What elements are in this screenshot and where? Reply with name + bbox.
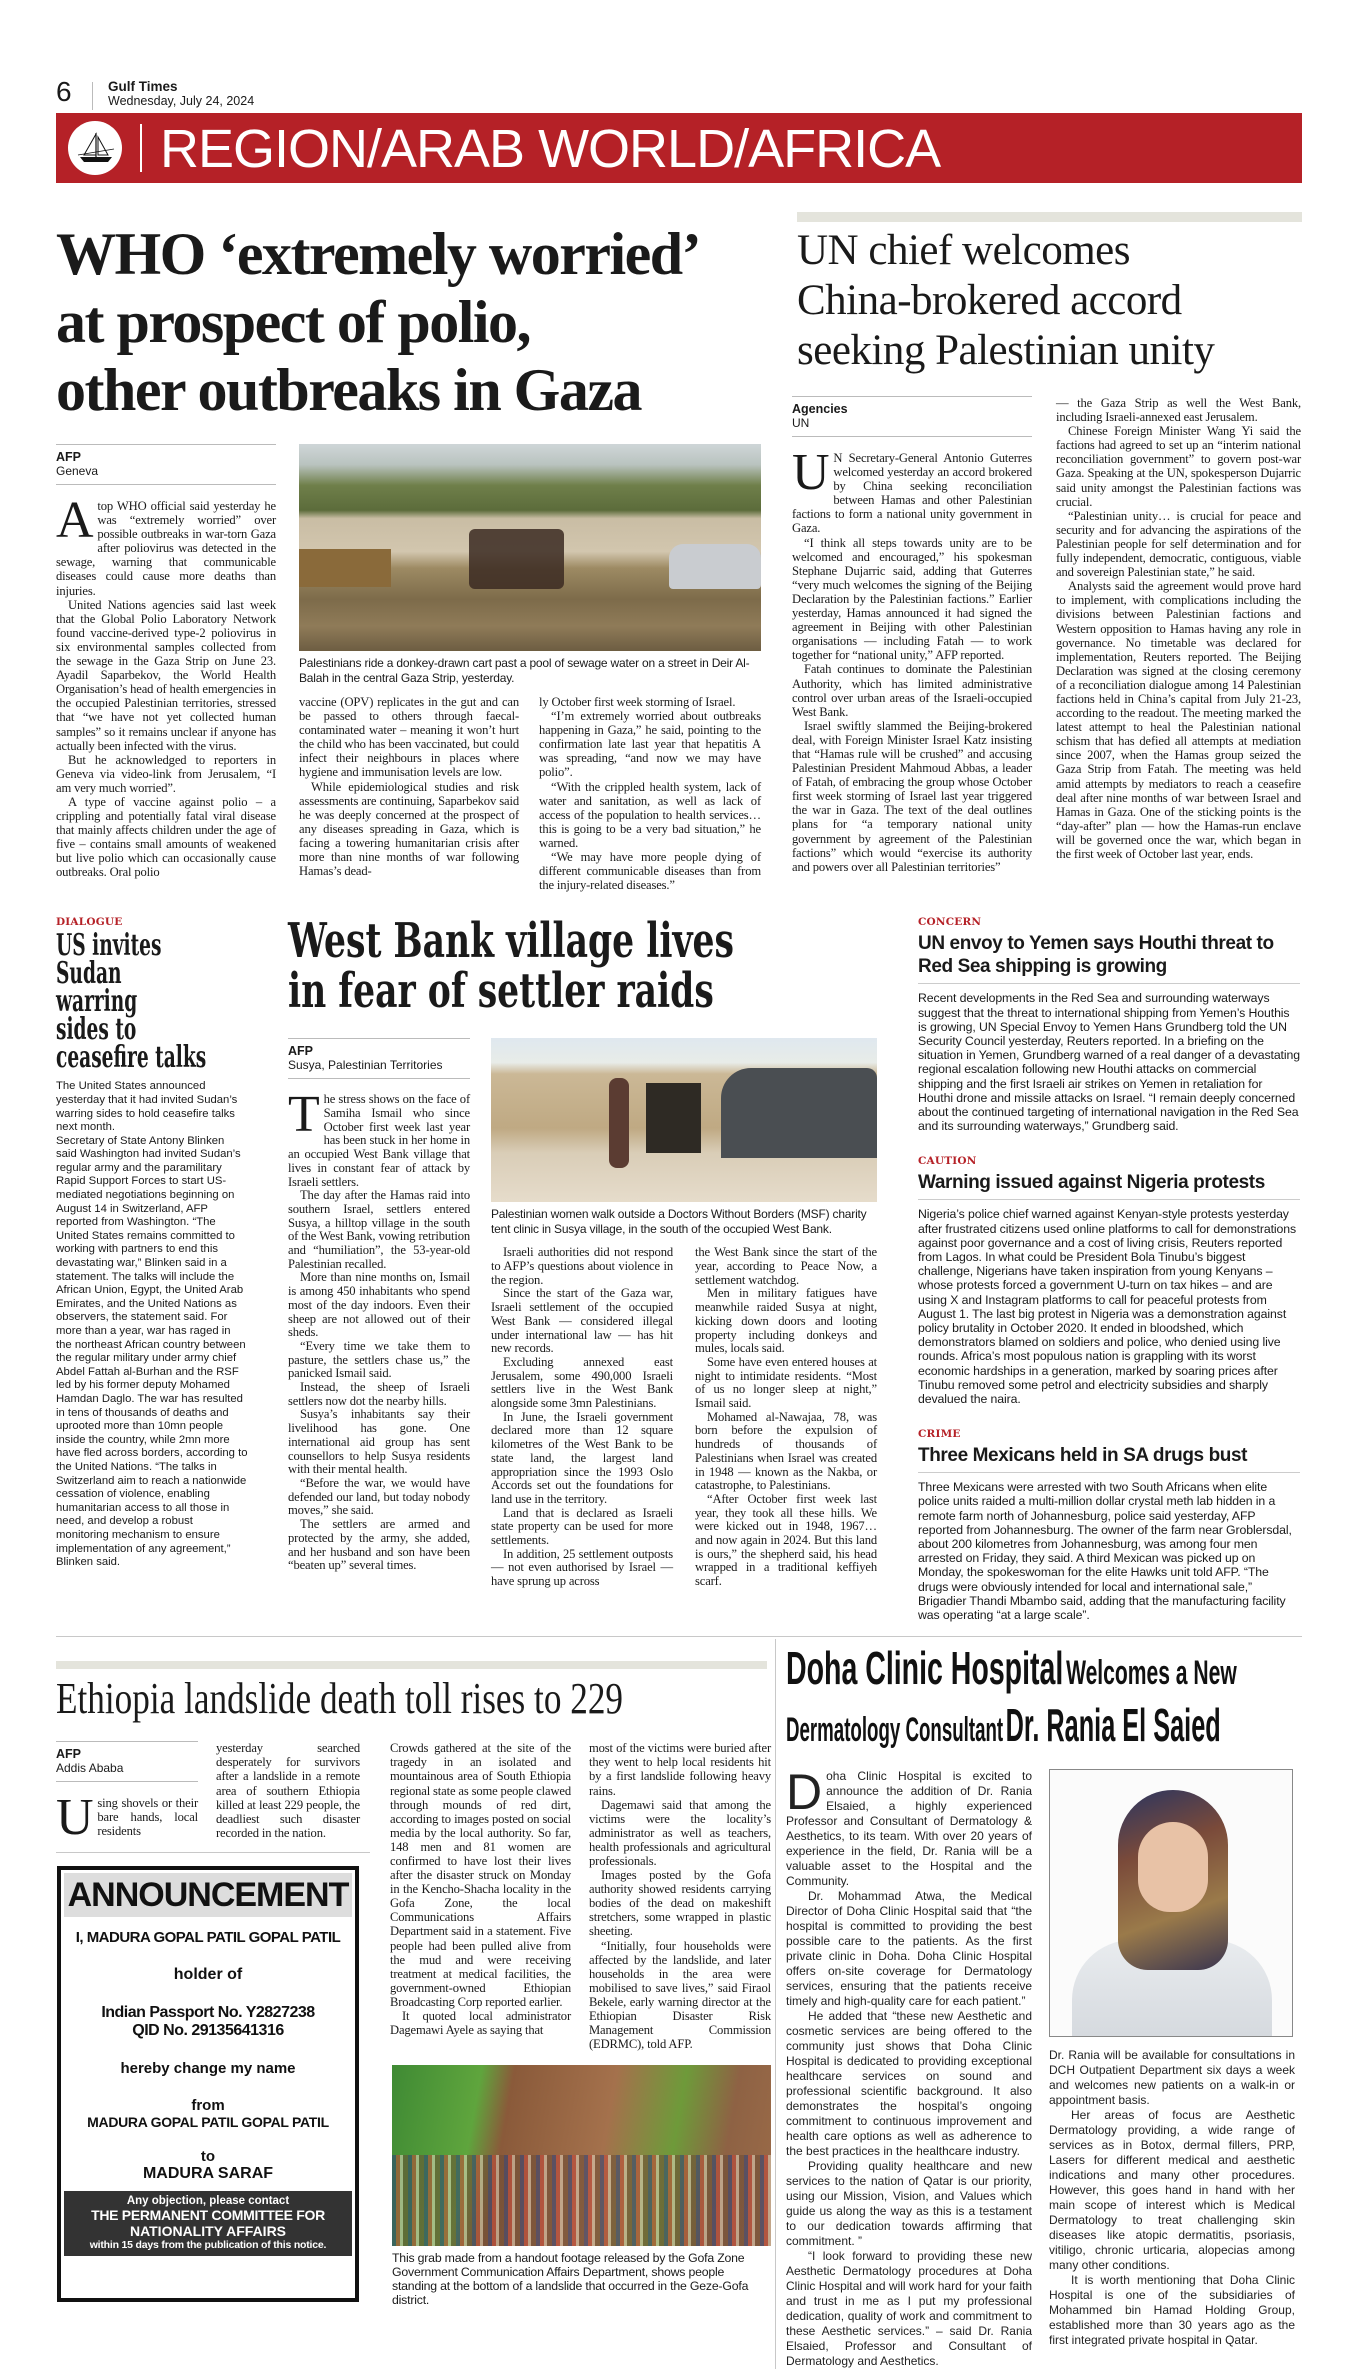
byline-agency: AFP <box>56 450 81 464</box>
who-column-2 <box>299 695 519 878</box>
paragraph: Her areas of focus are Aesthetic Dermatology providing, a wide range of services as in Botox, dermal fillers, PRP, Lasers for different medical and aesthetic indications and many other procedures. However, this goes hand in hand with her main scope of interest which is Medical Dermatology to treat challenging skin diseases like atopic dermatitis, psoriasis, vitiligo, chronic urticaria, alopecias among many other conditions. <box>1049 2108 1295 2273</box>
who-photo <box>299 444 761 651</box>
paragraph: vaccine (OPV) replicates in the gut and can be passed to others through faecal-contaminated water – meaning it won’t hurt the child who has been vaccinated, but could infect their neighbours in places where hygiene and immunisation levels are low. <box>299 695 519 780</box>
paragraph: Since the start of the Gaza war, Israeli settlement of the occupied West Bank — considered illegal under international law — has hit new records. <box>491 1286 673 1356</box>
paragraph: Dagemawi said that among the victims were the locality’s administrator as well as teachers, health professionals and agricultural professionals. <box>589 1797 771 1868</box>
paragraph: Dr. Rania will be available for consultations in DCH Outpatient Department six days a week and welcomes new patients on a walk-in or appointment basis. <box>1049 2048 1295 2108</box>
drop-cap: T <box>288 1086 320 1144</box>
paragraph: Images posted by the Gofa authority showed residents carrying bodies of the dead on makeshift stretchers, some wrapped in plastic sheeting. <box>589 1868 771 1939</box>
photo-car <box>669 544 761 589</box>
who-photo-caption: Palestinians ride a donkey-drawn cart past a pool of sewage water on a street in Deir Al-Balah in the central Gaza Strip, yesterday. <box>299 656 750 685</box>
section-title: REGION/ARAB WORLD/AFRICA <box>160 119 941 179</box>
ethiopia-headline: Ethiopia landslide death toll rises to 229 <box>56 1674 624 1724</box>
paragraph: “I think all steps towards unity are to be welcomed and encouraged,” his spokesman Stephane Dujarric said, adding that Guterres “very much welcomes the signing of the Beijing Declaration by the Palestinian factions.” Earlier yesterday, Hamas announced it had signed the agreement in Beijing with other Palestinian organisations — including Fatah — to work together for “national unity,” AFP reported. <box>792 535 1032 663</box>
paragraph: N Secretary-General Antonio Guterres welcomed yesterday an accord brokered by China seeking reconciliation between Hamas and other Palestinian factions to form a national unity government in Gaza. <box>792 451 1032 536</box>
paragraph: “Palestinian unity… is crucial for peace and security and for advancing the aspirations of the Palestinian people for self determination and for fully independent, democratic, contiguous, viable and sovereign Palestinian state,” he said. <box>1056 508 1301 580</box>
ethiopia-columns <box>390 1741 771 2051</box>
announcement-deadline: within 15 days from the publication of this notice. <box>89 2238 327 2251</box>
top-band <box>56 212 1302 892</box>
ethiopia-byline <box>56 1741 198 1782</box>
photo-person <box>609 1078 629 1168</box>
header-divider <box>92 82 93 110</box>
dialogue-kicker: DIALOGUE <box>56 916 123 929</box>
byline-location: Susya, Palestinian Territories <box>288 1058 443 1073</box>
photo-crowd <box>392 2155 771 2246</box>
doha-hospital-name: Doha Clinic Hospital <box>786 1642 1064 1695</box>
westbank-article <box>288 913 878 1589</box>
doha-headline-line-1 <box>786 1642 1237 1703</box>
headline-line: US invites <box>56 928 162 964</box>
paragraph: Israel swiftly slammed the Beijing-brokered deal, with Foreign Minister Israel Katz insisting that “Hamas rule will be crushed” and accusing Palestinian President Mahmoud Abbas, a leader of Fatah, of embracing the group whose October first week storming of Israel last year triggered the war in Gaza. The text of the deal outlines plans for “a temporary national unity government by agreement of the Palestinian factions” which would “exercise its authority and powers over all Palestinian territories” <box>792 718 1032 874</box>
who-left <box>56 444 276 880</box>
ethiopia-column-3 <box>390 1741 571 2037</box>
paragraph: In addition, 25 settlement outposts — not even authorised by Israel — have sprung up across <box>491 1546 673 1589</box>
announcement-to: to <box>200 2147 216 2165</box>
paragraph: yesterday searched desperately for survivors after a landslide in a remote area of southern Ethiopia killed at least 229 people, the deadliest such disaster recorded in the nation. <box>216 1741 360 1840</box>
paragraph: “Initially, four households were affected by the landslide, and later households in the area were mobilised to save lives,” said Firaol Bekele, early warning director at the Ethiopian Disaster Risk Management Commission (EDRMC), told AFP. <box>589 1938 771 2052</box>
middle-band <box>56 913 1302 1623</box>
westbank-headline <box>288 913 878 1020</box>
paragraph: top WHO official said yesterday he was “extremely worried” over possible outbreaks in war-torn Gaza after poliovirus was detected in the sewage, warning that communicable diseases could cause more deaths than injuries. <box>56 499 276 598</box>
westbank-column-1 <box>288 1086 470 1573</box>
paragraph: Some have even entered houses at night to intimidate residents. “Most of us no longer sleep at night,” Ismail said. <box>695 1354 877 1411</box>
announcement-committee-2: NATIONALITY AFFAIRS <box>129 2222 287 2239</box>
paragraph: Providing quality healthcare and new services to the nation of Qatar is our priority, using our Mission, Vision, and Values which guide us along the way as this is a testament to our dedication towards affirming that commitment. ” <box>786 2159 1032 2249</box>
ethiopia-left-col <box>56 1741 198 1847</box>
ethiopia-right <box>390 1741 771 2317</box>
doctor-photo <box>1049 1769 1293 2037</box>
who-body <box>56 444 767 892</box>
byline-location: Addis Ababa <box>56 1761 124 1776</box>
westbank-photo <box>491 1038 877 1202</box>
headline-line: ceasefire talks <box>56 1040 207 1076</box>
announcement-holder: holder of <box>173 1965 243 1983</box>
westbank-photo-caption: Palestinian women walk outside a Doctors Without Borders (MSF) charity tent clinic in Susya village, in the south of the occupied West Bank. <box>491 1207 867 1236</box>
doha-headline-line-2 <box>786 1699 1221 1759</box>
section-banner <box>56 113 1302 183</box>
announcement-passport: Indian Passport No. Y2827238 <box>101 2003 315 2021</box>
ethiopia-left <box>56 1741 370 2302</box>
brief-kicker: CAUTION <box>918 1155 977 1168</box>
ethiopia-top-columns <box>56 1741 370 1847</box>
page-body <box>56 212 1302 2369</box>
paragraph: Susya’s inhabitants say their livelihood has gone. One international aid group has sent counsellors to help Susya residents with their mental health. <box>288 1407 470 1477</box>
announcement-old-name: MADURA GOPAL PATIL GOPAL PATIL <box>87 2113 329 2130</box>
doha-specialty: Dermatology Consultant <box>786 1711 1004 1750</box>
announcement-change: hereby change my name <box>120 2059 296 2077</box>
paragraph: Land that is declared as Israeli state property can be used for more settlements. <box>491 1505 673 1548</box>
brief-yemen <box>918 916 1300 1133</box>
un-column-1 <box>792 444 1032 874</box>
dialogue-article <box>56 916 248 1569</box>
paragraph: Crowds gathered at the site of the tragedy in an isolated and mountainous area of South Ethiopia regional state as some people clawed through mounds of red dirt, according to images posted on social media by the local authority. So far, 148 men and 81 women are confirmed to have lost their lives after the disaster struck on Monday in the Kencho-Shacha locality in the Gofa Zone, the local Communications Affairs Department said in a statement. Five people had been pulled alive from the mud and were receiving treatment at medical facilities, the government-owned Ethiopian Broadcasting Corp reported earlier. <box>390 1741 571 2009</box>
paragraph: In June, the Israeli government declared more than 12 square kilometres of the West Bank to be state land, the largest land appropriation since the 1993 Oslo Accords set out the foundations for land use in the territory. <box>491 1409 673 1506</box>
paragraph: But he acknowledged to reporters in Geneva via video-link from Jerusalem, “I am very much worried”. <box>56 752 276 795</box>
byline-agency: AFP <box>56 1747 81 1762</box>
who-lower-columns <box>299 695 767 892</box>
doha-right <box>1049 1769 1295 2348</box>
paragraph: While epidemiological studies and risk assessments are continuing, Saparbekov said he was deeply concerned at the prospect of any diseases spreading in Gaza, which is facing a towering humanitarian crisis after more than nine months of war following Hamas’s dead- <box>299 779 519 879</box>
headline-line: sides to <box>56 1012 137 1048</box>
headline-line: Sudan <box>56 956 122 992</box>
un-top-bar <box>797 212 1302 222</box>
paragraph: Secretary of State Antony Blinken said Washington had invited Sudan’s regular army and the paramilitary Rapid Support Forces to start US-mediated negotiations beginning on August 14 in Switzerland, AFP reported from Washington. “The United States remains committed to working with partners to end this devastating war,” Blinken said in a statement. The talks will include the African Union, Egypt, the United Arab Emirates, and the United Nations as observers, the statement said. For more than a year, war has raged in the northeast African country between the regular military under army chief Abdel Fattah al-Burhan and the RSF led by his former deputy Mohamed Hamdan Daglo. The war has resulted in tens of thousands of deaths and uprooted more than 10mn people inside the country, while 2mn more have fled across borders, according to the United Nations. “The talks in Switzerland aim to reach a nationwide cessation of violence, enabling humanitarian access to all those in need, and develop a robust monitoring mechanism to ensure implementation of any agreement,” Blinken said. <box>56 1134 248 1569</box>
photo-skip <box>299 549 391 587</box>
bottom-band <box>56 1639 1302 2369</box>
brief-body: Nigeria’s police chief warned against Kenyan-style protests yesterday after frustrated citizens used online platforms to call for demonstrations against poor governance and a cost of living crisis, Reuters reported from Lagos. In what could be President Bola Tinubu’s biggest challenge, Nigerians have taken inspiration from young Kenyans – whose protests forced a government U-turn on tax hikes – and are using X and Instagram platforms to call for peaceful protests from August 1. The last big protest in Nigeria was a demonstration against policy brutality in October 2020. It ended in bloodshed, which demonstrators blamed on soldiers and police, who denied using live rounds. Africa’s most populous nation is grappling with its worst economic hardships in a generation, marked by soaring prices after Tinubu removed some petrol and electricity subsidies and sharply devalued the naira. <box>918 1207 1297 1406</box>
ethiopia-column-1 <box>56 1789 198 1847</box>
paragraph: Dr. Mohammad Atwa, the Medical Director of Doha Clinic Hospital said that “the hospital is committed to providing the best possible care to the patients. As the first private clinic in Doha. Doha Clinic Hospital offers on-site coverage for Dermatology services, ensuring that the patients receive timely and high-quality care for each patient.” <box>786 1889 1032 2009</box>
paragraph: “We may have more people dying of different communicable diseases than from the injury-related diseases.” <box>539 850 761 893</box>
drop-cap: D <box>786 1764 823 1821</box>
publication-name: Gulf Times <box>108 79 178 94</box>
un-article <box>792 212 1302 874</box>
announcement-title: ANNOUNCEMENT <box>64 1873 352 1917</box>
paragraph: Men in military fatigues have meanwhile raided Susya at night, kicking down doors and looting property including donkeys and mules, locals said. <box>695 1286 877 1356</box>
byline-agency: Agencies <box>792 402 848 416</box>
photo-tent-door <box>646 1083 701 1153</box>
ethiopia-article <box>56 1639 771 2317</box>
brief-mexicans <box>918 1428 1300 1622</box>
headline-line: other outbreaks in Gaza <box>56 357 641 423</box>
headline-line: at prospect of polio, <box>56 289 531 355</box>
un-byline <box>792 396 1032 437</box>
byline-location: UN <box>792 416 810 430</box>
announcement-declarant: I, MADURA GOPAL PATIL GOPAL PATIL <box>75 1928 341 1946</box>
ethiopia-top-bar <box>56 1661 767 1669</box>
paragraph: It quoted local administrator Dagemawi Ayele as saying that <box>390 2009 571 2038</box>
doha-welcomes: Welcomes a New <box>1066 1654 1237 1693</box>
dialogue-body <box>56 1080 248 1569</box>
un-left <box>792 396 1032 874</box>
announcement-from: from <box>191 2096 225 2114</box>
westbank-left <box>288 1038 470 1573</box>
headline-line: West Bank village lives <box>288 913 734 970</box>
brief-kicker: CONCERN <box>918 916 982 929</box>
ethiopia-body <box>56 1741 771 2317</box>
headline-line: China-brokered accord <box>797 277 1182 324</box>
paragraph: Israeli authorities did not respond to AFP’s questions about violence in the region. <box>491 1245 673 1287</box>
photo-face <box>1138 1822 1208 1912</box>
who-byline <box>56 444 276 485</box>
ethiopia-column-2 <box>216 1741 360 1840</box>
drop-cap: A <box>56 492 94 549</box>
who-column-3 <box>539 695 761 892</box>
paragraph: The day after the Hamas raid into southern Israel, settlers entered Susya, a hilltop village in the south of the West Bank, vowing retribution and “humiliation”, the 53-year-old Palestinian recalled. <box>288 1188 470 1271</box>
section-divider <box>56 1636 1302 1637</box>
photo-tarp <box>721 1068 877 1158</box>
brief-nigeria <box>918 1155 1300 1406</box>
doha-left-text <box>786 1764 1032 2369</box>
paragraph: Instead, the sheep of Israeli settlers now dot the nearby hills. <box>288 1380 470 1408</box>
un-column-2 <box>1056 396 1301 861</box>
paragraph: “Before the war, we would have defended our land, but today nobody moves,” she said. <box>288 1476 470 1518</box>
drop-cap: U <box>792 444 830 501</box>
paragraph: The settlers are armed and protected by the army, she added, and her husband and son have been “beaten up” several times. <box>288 1517 470 1573</box>
announcement-box <box>57 1866 359 2302</box>
paragraph: Fatah continues to dominate the Palestinian Authority, which has limited administrative control over urban areas of the Israeli-occupied West Bank. <box>792 662 1032 719</box>
byline-location: Geneva <box>56 464 99 478</box>
headline-line: seeking Palestinian unity <box>797 327 1215 374</box>
brief-kicker: CRIME <box>918 1428 961 1441</box>
un-headline <box>797 226 1302 376</box>
paragraph: Mohamed al-Nawajaa, 78, was born before the expulsion of hundreds of thousands of Palestinians when Israel was created in 1948 — known as the Nakba, or catastrophe, to Palestinians. <box>695 1409 877 1493</box>
paragraph: A type of vaccine against polio – a crippling and potentially fatal viral disease that mainly affects children under the age of five – contains small amounts of weakened but live polio which can occasionally cause outbreaks. Oral polio <box>56 794 276 880</box>
paragraph: He added that “these new Aesthetic and cosmetic services are being offered to the community just shows that Doha Clinic Hospital is dedicated to providing exceptional healthcare services on sound and professional scientific background. It also demonstrates the hospital’s ongoing commitment to continuous improvement and health care options as well as adherence to the best practices in the healthcare industry. <box>786 2009 1032 2159</box>
issue-date: Wednesday, July 24, 2024 <box>108 94 255 108</box>
westbank-lower-columns <box>491 1246 878 1589</box>
doha-vertical-rule <box>775 1639 776 2369</box>
paragraph: Chinese Foreign Minister Wang Yi said the factions had agreed to set up an “interim national reconciliation government” to govern post-war Gaza. Speaking at the UN, spokesperson Dujarric said unity amongst the Palestinian factions was crucial. <box>1056 424 1301 509</box>
announcement-footer <box>64 2191 352 2256</box>
westbank-body <box>288 1038 878 1589</box>
briefs-column <box>918 916 1300 1622</box>
paragraph: ly October first week storming of Israel. <box>539 695 736 709</box>
brief-body: Three Mexicans were arrested with two South Africans when elite police units raided a multi-million dollar crystal meth lab hidden in a remote farm north of Johannesburg, police said yesterday, AFP reported from Johannesburg. The owner of the farm near Groblersdal, about 200 kilometres from Johannesburg, was among four men arrested on Friday, they said. A third Mexican was picked up on Monday, the spokeswoman for the elite Hawks unit told AFP. “The drugs were obviously intended for local and international sale,” Brigadier Thandi Mbambo said, adding that the manufacturing facility was operating “at a large scale”. <box>918 1480 1292 1623</box>
headline-line: UN chief welcomes <box>797 227 1130 274</box>
brief-headline: Warning issued against Nigeria protests <box>918 1171 1300 1200</box>
brief-body: Recent developments in the Red Sea and surrounding waterways suggest that the threat to international shipping from Yemen’s Houthis is growing, UN Special Envoy to Yemen Hans Grundberg told the UN Security Council yesterday, Reuters reported. In a briefing on the situation in Yemen, Grundberg warned of a real danger of a devastating regional escalation following new Houthi attacks on commercial shipping and the first Israeli air strikes on Yemen in retaliation for Houthi drone and missile attacks on Israel. “I remain deeply concerned about the continued targeting of international navigation in the Red Sea and its surrounding waterways,” Grundberg said. <box>918 991 1300 1134</box>
doha-body <box>786 1764 1299 2369</box>
paragraph: It is worth mentioning that Doha Clinic Hospital is one of the subsidiaries of Mohammed bin Hamad Holding Group, established more than 30 years ago as the first integrated private hospital in Qatar. <box>1049 2273 1295 2348</box>
paragraph: “With the crippled health system, lack of water and sanitation, as well as lack of access of the population to health services… this is going to be a very bad situation,” he warned. <box>539 779 761 850</box>
drop-cap: U <box>56 1789 94 1847</box>
paragraph: “After October first week last year, they took all these hills. We were kicked out in 1948, 1967… and now again in 2024. But this land is ours,” the shepherd said, his head wrapped in a traditional keffiyeh scarf. <box>695 1491 877 1589</box>
doha-headline <box>786 1642 1299 1759</box>
paragraph: — the Gaza Strip as well the West Bank, including Israeli-annexed east Jerusalem. <box>1056 396 1301 425</box>
announcement-qid: QID No. 29135641316 <box>132 2021 284 2039</box>
byline-agency: AFP <box>288 1044 313 1059</box>
who-right <box>299 444 767 892</box>
un-body <box>792 396 1302 874</box>
doha-ad <box>786 1639 1299 2369</box>
brief-headline: Three Mexicans held in SA drugs bust <box>918 1444 1300 1473</box>
headline-line: warring <box>56 984 138 1020</box>
dhow-ship-icon <box>68 121 122 175</box>
who-article <box>56 212 767 892</box>
photo-cart <box>469 529 564 589</box>
doha-right-text <box>1049 2048 1295 2348</box>
announcement-committee-1: THE PERMANENT COMMITTEE FOR <box>91 2206 325 2223</box>
ethiopia-rule <box>56 1852 370 1853</box>
paragraph: Excluding annexed east Jerusalem, some 490,000 Israeli settlers live in the West Bank alongside some 3mn Palestinians. <box>491 1354 673 1411</box>
headline-line: in fear of settler raids <box>288 963 714 1020</box>
paragraph: sing shovels or their bare hands, local residents <box>97 1796 198 1839</box>
doha-doctor-name: Dr. Rania El Saied <box>1005 1699 1221 1752</box>
paragraph: The United States announced yesterday that it had invited Sudan’s warring sides to hold ceasefire talks next month. <box>56 1080 238 1134</box>
ethiopia-photo-caption: This grab made from a handout footage released by the Gofa Zone Government Communication Affairs Department, shows people standing at the bottom of a landslide that occurred in the Geze-Gofa district. <box>392 2251 749 2308</box>
paragraph: “Every time we take them to pasture, the settlers chase us,” the panicked Ismail said. <box>288 1338 470 1381</box>
paragraph: Analysts said the agreement would prove hard to implement, with complications including the divisions between Palestinian factions and Western opposition to Hamas having any role in governance. No timetable was declared for implementation, Reuters reported. The Beijing Declaration was signed at the closing ceremony of a reconciliation dialogue among 14 Palestinian factions held in China’s capital from July 21-23, according to the readout. The meeting marked the latest attempt to heal the Palestinian national schism that has defied all attempts at mediation since 2007, when the Hamas group seized the Gaza Strip from Fatah. The meeting was held amid attempts by mediators to reach a ceasefire deal after nine months of war between Israel and Hamas in Gaza. One of the sticking points is the “day-after” plan — how the Hamas-run enclave will be governed once the war, which began in the first week of October last year, ends. <box>1056 579 1301 861</box>
paragraph: he stress shows on the face of Samiha Ismail who since October first week last year has been stuck in her home in an occupied West Bank village that lives in constant fear of attack by Israeli settlers. <box>288 1092 470 1189</box>
paragraph: “I look forward to providing these new Aesthetic Dermatology procedures at Doha Clinic Hospital and will work hard for your faith and trust in me as I put my professional dedication, quality of work and commitment to these Aesthetic services.” – said Dr. Rania Elsaied, Professor and Consultant of Dermatology and Aesthetics. <box>786 2249 1032 2369</box>
westbank-column-3 <box>695 1246 877 1589</box>
who-column-1 <box>56 492 276 880</box>
paragraph: More than nine months on, Ismail is among 450 inhabitants who spend most of the day indoors. Even their sheep are not allowed out of their sheds. <box>288 1270 470 1340</box>
westbank-column-2 <box>491 1246 673 1589</box>
paragraph: oha Clinic Hospital is excited to announce the addition of Dr. Rania Elsaied, a highly experienced Professor and Consultant of Dermatology & Aesthetics, to its team. With over 20 years of experience in the field, Dr. Rania will be a valuable asset to the Hospital and the Community. <box>786 1769 1032 1889</box>
ethiopia-column-4 <box>589 1741 771 2051</box>
headline-line: WHO ‘extremely worried’ <box>56 221 701 287</box>
paragraph: United Nations agencies said last week that the Global Polio Laboratory Network found vaccine-derived type-2 poliovirus in six environmental samples collected from the sewage in the Gaza Strip on June 23. Ayadil Saparbekov, the World Health Organisation’s head of health emergencies in the occupied Palestinian territories, stressed that “we have not yet collected human samples” so it remains unclear if anyone has actually been infected with the virus. <box>56 597 276 753</box>
westbank-byline <box>288 1038 470 1079</box>
announcement-objection: Any objection, please contact <box>126 2194 290 2207</box>
who-headline <box>56 220 767 424</box>
paragraph: most of the victims were buried after they went to help local residents hit by a first landslide following heavy rains. <box>589 1741 771 1798</box>
announcement-new-name: MADURA SARAF <box>142 2164 274 2182</box>
westbank-right <box>491 1038 878 1589</box>
paragraph: the West Bank since the start of the year, according to Peace Now, a settlement watchdog. <box>695 1245 877 1287</box>
ethiopia-photo <box>392 2065 771 2246</box>
banner-divider <box>140 124 142 172</box>
paragraph: “I’m extremely worried about outbreaks happening in Gaza,” he said, pointing to the confirmation late last year that hepatitis A was spreading, “and now we may have polio”. <box>539 709 761 780</box>
page-number: 6 <box>56 76 72 107</box>
dialogue-headline <box>56 928 248 1076</box>
brief-headline: UN envoy to Yemen says Houthi threat to Red Sea shipping is growing <box>918 932 1300 984</box>
